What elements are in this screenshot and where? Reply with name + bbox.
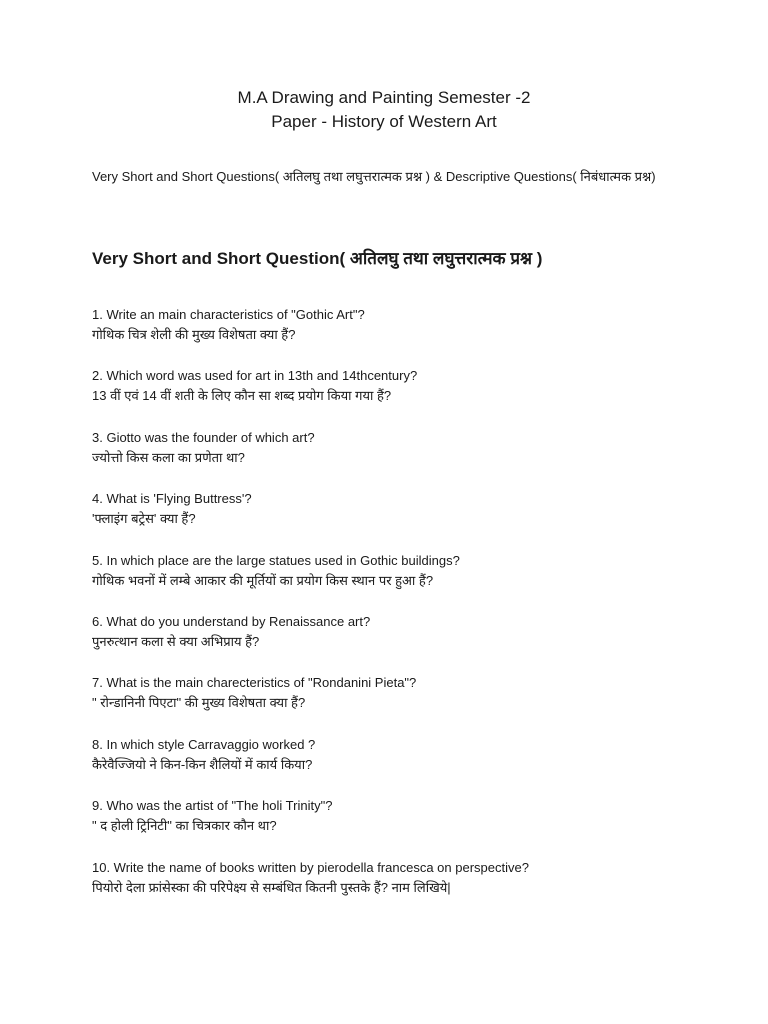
question-item [92,428,712,489]
question-hindi: 'फ्लाइंग बट्रेस' क्या हैं? [92,511,196,527]
question-item [92,551,712,612]
question-english: 2. Which word was used for art in 13th and 14thcentury? [92,368,418,384]
question-english: 8. In which style Carravaggio worked ? [92,736,316,752]
question-item [92,735,712,796]
document-title [0,86,768,134]
question-english: 4. What is 'Flying Buttress'? [92,491,252,507]
question-english: 9. Who was the artist of "The holi Trinity"? [92,798,333,814]
question-hindi: गोथिक चित्र शेली की मुख्य विशेषता क्या हैं? [92,327,296,342]
title-course: M.A Drawing and Painting Semester -2 [237,88,531,107]
question-hindi: " द होली ट्रिनिटी" का चित्रकार कौन था? [92,818,277,834]
question-item [92,366,712,427]
question-english: 10. Write the name of books written by pierodella francesca on perspective? [92,859,529,875]
question-item [92,305,712,366]
question-hindi: पियोरो देला फ्रांसेस्का की परिपेक्ष्य से सम्बंधित कितनी पुस्तके हैं? नाम लिखिये| [92,879,451,895]
title-paper: Paper - History of Western Art [271,112,497,131]
question-hindi: " रोन्डानिनी पिएटा" की मुख्य विशेषता क्या हैं? [92,695,306,711]
question-hindi: पुनरुत्थान कला से क्या अभिप्राय हैं? [92,633,260,649]
question-hindi: 13 वीं एवं 14 वीं शती के लिए कौन सा शब्द प्रयोग किया गया हैं? [92,388,392,404]
question-item [92,612,712,673]
question-english: 6. What do you understand by Renaissance art? [92,613,371,629]
question-list [92,305,712,919]
question-english: 1. Write an main characteristics of "Gothic Art"? [92,307,365,322]
question-english: 7. What is the main charecteristics of "Rondanini Pieta"? [92,675,417,691]
question-hindi: गोथिक भवनों में लम्बे आकार की मूर्तियों का प्रयोग किस स्थान पर हुआ हैं? [92,572,434,588]
question-english: 5. In which place are the large statues used in Gothic buildings? [92,552,460,568]
intro-paragraph: Very Short and Short Questions( अतिलघु तथा लघुत्तरात्मक प्रश्न ) & Descriptive Questions( निबंधात्मक प्रश्न) [92,169,656,184]
question-hindi: ज्योत्तो किस कला का प्रणेता था? [92,449,245,465]
question-item [92,796,712,857]
question-item [92,489,712,550]
section-heading: Very Short and Short Question( अतिलघु तथा लघुत्तरात्मक प्रश्न ) [92,249,543,268]
question-item [92,858,712,919]
question-item [92,673,712,734]
question-hindi: कैरेवैज्जियो ने किन-किन शैलियों में कार्य किया? [92,756,313,772]
question-english: 3. Giotto was the founder of which art? [92,429,315,445]
